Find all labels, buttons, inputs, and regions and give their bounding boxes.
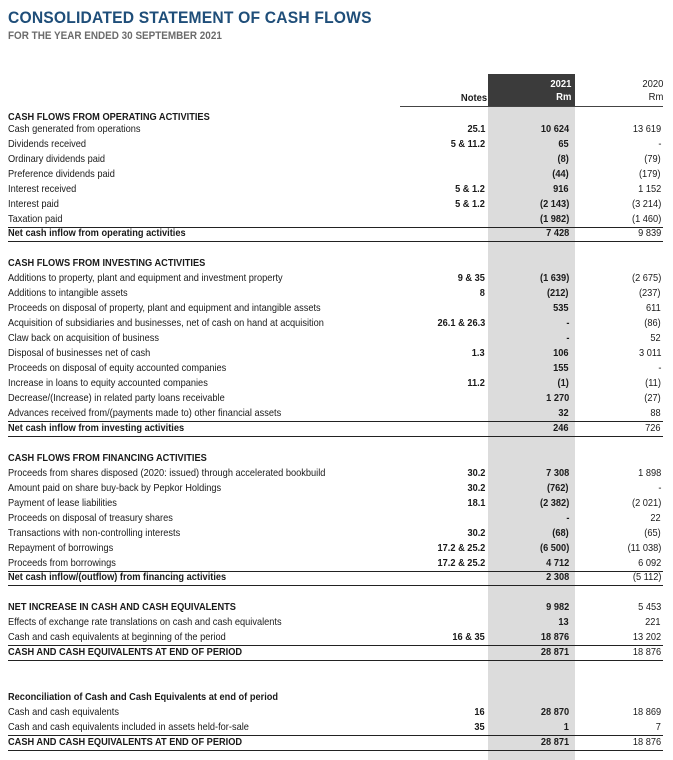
- row-label: Interest paid: [8, 198, 59, 210]
- table-row: [8, 705, 663, 720]
- table-row: [8, 406, 663, 422]
- row-value-2021: 1: [563, 721, 569, 733]
- row-value-2020: 88: [650, 407, 661, 419]
- table-row: [8, 331, 663, 346]
- row-label: Proceeds from shares disposed (2020: issued) through accelerated bookbuild: [8, 467, 326, 479]
- row-label: CASH AND CASH EQUIVALENTS AT END OF PERIOD: [8, 646, 243, 658]
- row-value-2021: (8): [557, 153, 569, 165]
- table-row: [8, 391, 663, 406]
- row-value-2021: 28 870: [540, 706, 569, 718]
- row-value-2021: (2 382): [539, 497, 569, 509]
- row-value-2021: 18 876: [540, 631, 569, 643]
- row-value-2020: 52: [650, 332, 661, 344]
- row-label: Preference dividends paid: [8, 168, 115, 180]
- row-value-2020: 22: [650, 512, 661, 524]
- row-value-2021: 2 308: [545, 571, 569, 583]
- table-row: [8, 735, 663, 751]
- table-row: [8, 182, 663, 197]
- table-row: [8, 541, 663, 556]
- row-value-2020: (79): [644, 153, 661, 165]
- year-2021-column-header: [550, 78, 571, 104]
- row-label: Decrease/(Increase) in related party loans receivable: [8, 392, 225, 404]
- row-label: Transactions with non-controlling interests: [8, 527, 181, 539]
- row-note: 35: [474, 721, 485, 733]
- row-label: Payment of lease liabilities: [8, 497, 117, 509]
- row-label: Proceeds from borrowings: [8, 557, 116, 569]
- row-label: NET INCREASE IN CASH AND CASH EQUIVALENTS: [8, 601, 236, 613]
- row-value-2021: -: [565, 332, 569, 344]
- row-value-2021: 7 428: [545, 227, 569, 239]
- row-note: 9 & 35: [457, 272, 485, 284]
- table-row: [8, 600, 663, 615]
- table-row: [8, 167, 663, 182]
- row-label: Net cash inflow from operating activities: [8, 227, 186, 239]
- row-label: Net cash inflow from investing activities: [8, 422, 185, 434]
- row-value-2021: 1 270: [545, 392, 569, 404]
- row-note: 25.1: [467, 123, 485, 135]
- row-value-2021: (212): [547, 287, 569, 299]
- row-note: 30.2: [467, 467, 485, 479]
- row-label: Increase in loans to equity accounted companies: [8, 377, 208, 389]
- table-row: [8, 421, 663, 437]
- row-note: 30.2: [467, 527, 485, 539]
- row-label: Cash and cash equivalents included in assets held-for-sale: [8, 721, 249, 733]
- table-row: [8, 466, 663, 481]
- row-value-2020: 1 152: [637, 183, 661, 195]
- row-label: Proceeds on disposal of equity accounted companies: [8, 362, 227, 374]
- table-row: [8, 301, 663, 316]
- row-label: Acquisition of subsidiaries and businesses, net of cash on hand at acquisition: [8, 317, 324, 329]
- row-value-2020: -: [657, 482, 661, 494]
- row-value-2020: 611: [646, 302, 661, 314]
- row-label: Amount paid on share buy-back by Pepkor Holdings: [8, 482, 222, 494]
- table-row: [8, 645, 663, 661]
- row-value-2020: 13 619: [632, 123, 661, 135]
- row-value-2020: (2 021): [631, 497, 661, 509]
- statement-title: CONSOLIDATED STATEMENT OF CASH FLOWS: [8, 8, 372, 27]
- table-row: [8, 286, 663, 301]
- row-note: 5 & 1.2: [455, 198, 485, 210]
- row-value-2021: 28 871: [540, 736, 569, 748]
- table-row: [8, 630, 663, 646]
- row-note: 17.2 & 25.2: [437, 542, 485, 554]
- row-label: Interest received: [8, 183, 77, 195]
- row-label: CASH FLOWS FROM OPERATING ACTIVITIES: [8, 111, 210, 123]
- row-value-2020: 18 876: [632, 646, 661, 658]
- row-note: 18.1: [467, 497, 485, 509]
- row-label: CASH AND CASH EQUIVALENTS AT END OF PERIOD: [8, 736, 243, 748]
- row-value-2021: (68): [552, 527, 569, 539]
- notes-column-header: Notes: [460, 92, 487, 104]
- row-value-2020: 7: [655, 721, 661, 733]
- row-label: Additions to property, plant and equipment and investment property: [8, 272, 283, 284]
- row-note: 8: [479, 287, 485, 299]
- row-value-2020: 13 202: [632, 631, 661, 643]
- row-value-2021: (44): [552, 168, 569, 180]
- row-note: 17.2 & 25.2: [437, 557, 485, 569]
- row-value-2020: (3 214): [631, 198, 661, 210]
- table-row: [8, 496, 663, 511]
- row-value-2020: -: [657, 138, 661, 150]
- year-2021-label: 2021: [549, 78, 571, 90]
- row-value-2020: (1 460): [631, 213, 661, 225]
- row-value-2021: (2 143): [539, 198, 569, 210]
- row-value-2021: -: [565, 317, 569, 329]
- row-note: 16 & 35: [452, 631, 485, 643]
- row-value-2021: (762): [547, 482, 569, 494]
- row-label: Cash and cash equivalents: [8, 706, 119, 718]
- table-row: [8, 152, 663, 167]
- row-label: Disposal of businesses net of cash: [8, 347, 151, 359]
- row-value-2020: (179): [639, 168, 661, 180]
- statement-subtitle: FOR THE YEAR ENDED 30 SEPTEMBER 2021: [8, 30, 222, 42]
- row-value-2020: (11): [645, 377, 661, 389]
- row-value-2021: 10 624: [540, 123, 569, 135]
- header-divider: [400, 106, 663, 107]
- row-value-2021: (1): [557, 377, 569, 389]
- row-label: Cash and cash equivalents at beginning of the period: [8, 631, 226, 643]
- row-value-2021: 4 712: [545, 557, 569, 569]
- table-row: [8, 122, 663, 137]
- row-value-2021: 535: [553, 302, 569, 314]
- row-value-2020: 6 092: [637, 557, 661, 569]
- row-value-2020: 726: [645, 422, 661, 434]
- row-value-2021: (1 639): [539, 272, 569, 284]
- table-row: [8, 451, 663, 466]
- row-label: Reconciliation of Cash and Cash Equivalents at end of period: [8, 691, 279, 703]
- row-label: Dividends received: [8, 138, 87, 150]
- table-row: [8, 197, 663, 212]
- row-value-2020: (27): [644, 392, 661, 404]
- row-value-2020: 221: [645, 616, 661, 628]
- row-label: Additions to intangible assets: [8, 287, 128, 299]
- table-row: [8, 316, 663, 331]
- table-row: [8, 376, 663, 391]
- row-note: 30.2: [467, 482, 485, 494]
- row-value-2020: (11 038): [627, 542, 661, 554]
- table-row: [8, 361, 663, 376]
- table-row: [8, 720, 663, 736]
- row-value-2020: (2 675): [631, 272, 661, 284]
- row-value-2021: (6 500): [539, 542, 569, 554]
- row-value-2020: -: [657, 362, 661, 374]
- table-row: [8, 615, 663, 630]
- row-label: Proceeds on disposal of property, plant and equipment and intangible assets: [8, 302, 321, 314]
- row-note: 26.1 & 26.3: [437, 317, 485, 329]
- row-value-2021: 65: [558, 138, 569, 150]
- row-value-2020: (65): [644, 527, 661, 539]
- table-row: [8, 137, 663, 152]
- row-value-2020: 3 011: [638, 347, 661, 359]
- row-value-2020: 5 453: [637, 601, 661, 613]
- table-row: [8, 526, 663, 541]
- row-note: 16: [474, 706, 485, 718]
- table-row: [8, 570, 663, 586]
- row-note: 1.3: [472, 347, 485, 359]
- row-value-2021: 9 982: [545, 601, 569, 613]
- table-row: [8, 271, 663, 286]
- row-value-2020: 18 869: [632, 706, 661, 718]
- table-row: [8, 256, 663, 271]
- row-label: CASH FLOWS FROM INVESTING ACTIVITIES: [8, 257, 206, 269]
- row-value-2021: 7 308: [545, 467, 569, 479]
- table-row: [8, 690, 663, 705]
- row-value-2021: 32: [558, 407, 569, 419]
- row-note: 5 & 1.2: [455, 183, 485, 195]
- row-label: Effects of exchange rate translations on cash and cash equivalents: [8, 616, 282, 628]
- row-note: 5 & 11.2: [450, 138, 485, 150]
- table-row: [8, 226, 663, 242]
- row-label: Taxation paid: [8, 213, 63, 225]
- row-value-2021: -: [565, 512, 569, 524]
- row-value-2021: (1 982): [539, 213, 569, 225]
- row-label: Advances received from/(payments made to) other financial assets: [8, 407, 282, 419]
- year-2020-label: 2020: [641, 78, 663, 90]
- year-2020-column-header: [642, 78, 663, 104]
- row-value-2020: 9 839: [637, 227, 661, 239]
- row-value-2021: 246: [553, 422, 569, 434]
- year-2020-unit: Rm: [648, 91, 663, 103]
- row-label: Claw back on acquisition of business: [8, 332, 160, 344]
- row-value-2020: (86): [644, 317, 661, 329]
- row-label: Ordinary dividends paid: [8, 153, 106, 165]
- table-row: [8, 346, 663, 361]
- table-row: [8, 511, 663, 526]
- row-value-2021: 28 871: [540, 646, 569, 658]
- row-note: 11.2: [467, 377, 485, 389]
- row-label: Repayment of borrowings: [8, 542, 114, 554]
- row-value-2021: 155: [553, 362, 569, 374]
- row-value-2021: 916: [553, 183, 569, 195]
- row-label: CASH FLOWS FROM FINANCING ACTIVITIES: [8, 452, 207, 464]
- row-label: Net cash inflow/(outflow) from financing activities: [8, 571, 227, 583]
- row-value-2021: 106: [553, 347, 569, 359]
- row-value-2020: 18 876: [632, 736, 661, 748]
- row-value-2021: 13: [558, 616, 569, 628]
- row-label: Proceeds on disposal of treasury shares: [8, 512, 173, 524]
- row-label: Cash generated from operations: [8, 123, 141, 135]
- row-value-2020: (237): [639, 287, 661, 299]
- row-value-2020: (5 112): [632, 571, 661, 583]
- row-value-2020: 1 898: [637, 467, 661, 479]
- year-2021-unit: Rm: [555, 91, 571, 103]
- table-row: [8, 481, 663, 496]
